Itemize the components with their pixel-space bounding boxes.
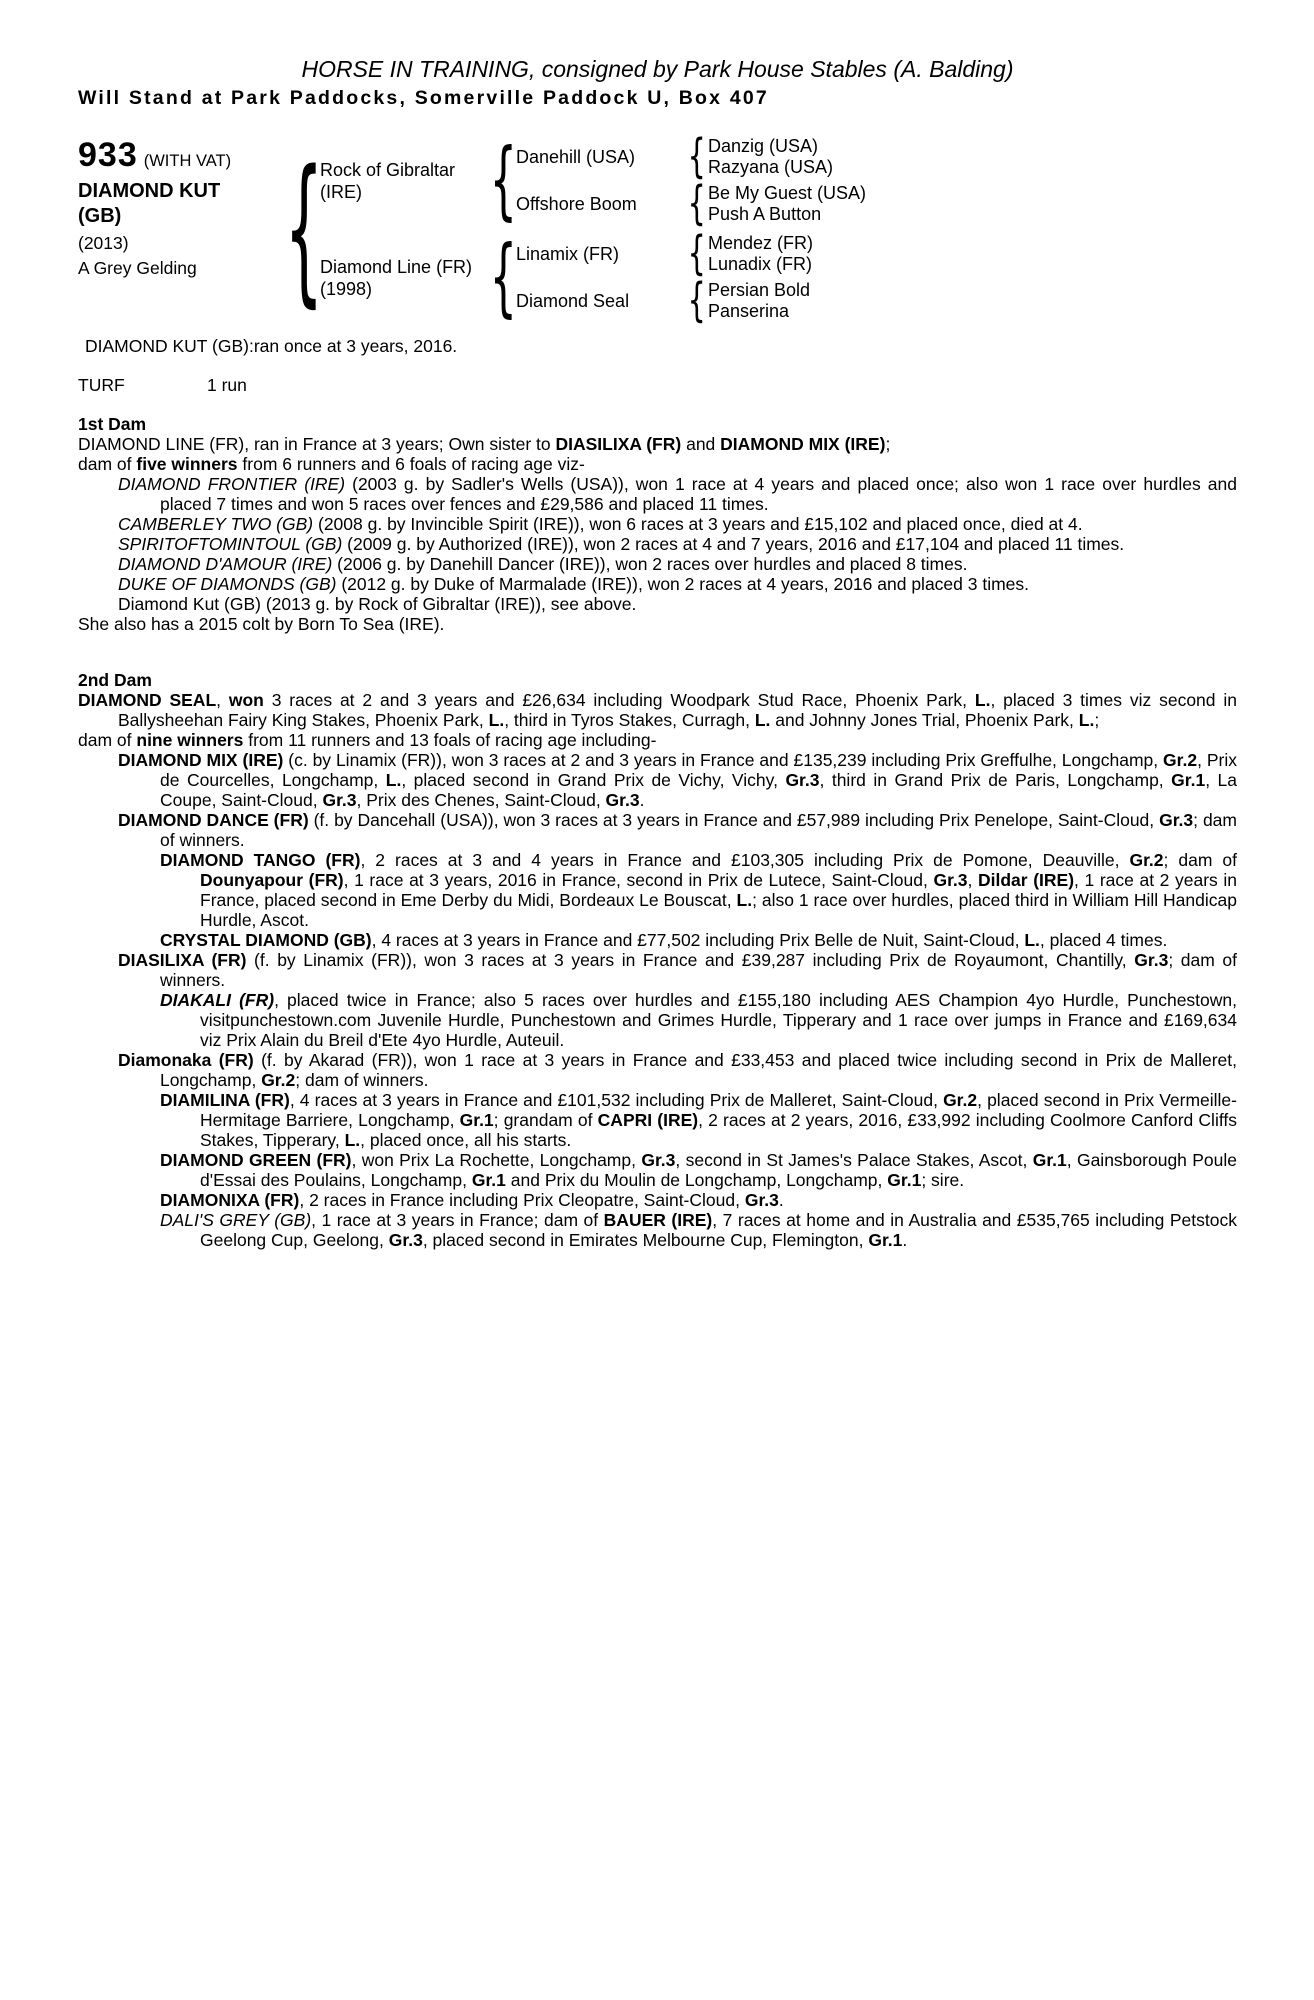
grandsire-entry bbox=[516, 226, 814, 281]
great-grandparent-name: Danzig (USA) bbox=[708, 136, 819, 156]
lot-number: 933 bbox=[78, 136, 138, 174]
produce-spiritoftomintoul: SPIRITOFTOMINTOUL (GB) (2009 g. by Authorized (IRE)), won 2 races at 4 and 7 years, 2016 and £17,104 and placed 11 times. bbox=[118, 534, 1125, 554]
produce-dalis-grey: DALI'S GREY (GB), 1 race at 3 years in France; dam of BAUER (IRE), 7 races at home and in Australia and £535,765 including Petstock Geelong Cup, Geelong, Gr.3, placed second in Emirates Melbourne Cup, Flemington, Gr.1. bbox=[160, 1210, 1237, 1250]
produce-diamond-frontier: DIAMOND FRONTIER (IRE) (2003 g. by Sadler's Wells (USA)), won 1 race at 4 years and placed once; also won 1 race over hurdles and placed 7 times and won 5 races over fences and £29,586 and placed 11 times. bbox=[118, 474, 1237, 514]
sire-name-line2: (IRE) bbox=[320, 181, 362, 202]
sire-branch bbox=[320, 129, 867, 231]
granddam-entry bbox=[516, 273, 813, 328]
produce-diakali: DIAKALI (FR), placed twice in France; also 5 races over hurdles and £155,180 including AES Champion 4yo Hurdle, Punchestown, visitpunchestown.com Juvenile Hurdle, Punchestown and Grimes Hurdle, Tipperary and 1 race over jumps in France and £169,634 viz Prix Alain du Breil d'Ete 4yo Hurdle, Auteuil. bbox=[160, 990, 1238, 1050]
vat-note: (WITH VAT) bbox=[143, 152, 232, 170]
great-grandparent-pair bbox=[708, 136, 833, 178]
great-grandparent-name: Persian Bold bbox=[708, 280, 811, 300]
ggp-brace bbox=[686, 129, 708, 184]
consignor-header: HORSE IN TRAINING, consigned by Park House Stables (A. Balding) bbox=[301, 56, 1014, 82]
produce-diamond-dance: DIAMOND DANCE (FR) (f. by Dancehall (USA)), won 3 races at 3 years in France and £57,989 including Prix Penelope, Saint-Cloud, Gr.3; dam of winners. bbox=[118, 810, 1237, 850]
great-grandparent-name: Razyana (USA) bbox=[708, 157, 834, 177]
second-dam-heading: 2nd Dam bbox=[78, 670, 152, 690]
dam2-race-record: DIAMOND SEAL, won 3 races at 2 and 3 years and £26,634 including Woodpark Stud Race, Phoenix Park, L., placed 3 times viz second in Ballysheehan Fairy King Stakes, Phoenix Park, L., third in Tyros Stakes, Curragh, L. and Johnny Jones Trial, Phoenix Park, L.; bbox=[78, 690, 1237, 730]
grandparent-name: Offshore Boom bbox=[516, 193, 637, 214]
stabling-header: Will Stand at Park Paddocks, Somerville Paddock U, Box 407 bbox=[78, 87, 769, 109]
dam-produce-summary: dam of five winners from 6 runners and 6 foals of racing age viz- bbox=[78, 454, 585, 474]
produce-camberley-two: CAMBERLEY TWO (GB) (2008 g. by Invincible Spirit (IRE)), won 6 races at 3 years and £15,102 and placed once, died at 4. bbox=[118, 514, 1083, 534]
pedigree-block bbox=[78, 129, 1237, 328]
sire-name bbox=[320, 159, 490, 203]
sire-grandparents bbox=[516, 129, 867, 231]
grandparent-name: Diamond Seal bbox=[516, 290, 630, 311]
great-grandparent-name: Lunadix (FR) bbox=[708, 254, 813, 274]
first-dam-heading: 1st Dam bbox=[78, 414, 147, 434]
ggp-brace bbox=[686, 226, 708, 281]
dam-name-line2: (1998) bbox=[320, 278, 373, 299]
sire-name-line1: Rock of Gibraltar bbox=[320, 159, 456, 180]
grandparent-name: Danehill (USA) bbox=[516, 146, 636, 167]
great-grandparent-name: Push A Button bbox=[708, 204, 822, 224]
ggp-brace bbox=[686, 176, 708, 231]
foaling-year: (2013) bbox=[78, 233, 129, 253]
produce-2015-colt: She also has a 2015 colt by Born To Sea (IRE). bbox=[78, 614, 445, 634]
horse-name: DIAMOND KUT bbox=[78, 180, 221, 202]
grandsire-entry bbox=[516, 129, 866, 184]
produce-diasilixa: DIASILIXA (FR) (f. by Linamix (FR)), won 3 races at 3 years in France and £39,287 including Prix de Royaumont, Chantilly, Gr.3; dam of winners. bbox=[118, 950, 1238, 990]
race-record-summary: DIAMOND KUT (GB):ran once at 3 years, 2016. bbox=[85, 336, 458, 356]
great-grandparent-pair bbox=[708, 183, 866, 225]
produce-crystal-diamond: CRYSTAL DIAMOND (GB), 4 races at 3 years in France and £77,502 including Prix Belle de Nuit, Saint-Cloud, L., placed 4 times. bbox=[160, 930, 1168, 950]
lot-number-row bbox=[78, 136, 288, 175]
first-dam-section bbox=[78, 414, 1237, 634]
brace-glyph: { bbox=[489, 226, 517, 327]
great-grandparent-pair bbox=[708, 233, 813, 275]
produce-diamond-tango: DIAMOND TANGO (FR), 2 races at 3 and 4 years in France and £103,305 including Prix de Pomone, Deauville, Gr.2; dam of Dounyapour (FR), 1 race at 3 years, 2016 in France, second in Prix de Lutece, Saint-Cloud, Gr.3, Dildar (IRE), 1 race at 2 years in France, placed second in Eme Derby du Midi, Bordeaux Le Bouscat, L.; also 1 race over hurdles, placed third in William Hill Handicap Hurdle, Ascot. bbox=[160, 850, 1237, 930]
produce-diamond-kut: Diamond Kut (GB) (2013 g. by Rock of Gibraltar (IRE)), see above. bbox=[118, 594, 637, 614]
brace-glyph: { bbox=[687, 226, 707, 281]
brace-glyph: { bbox=[687, 176, 707, 231]
produce-diamond-green: DIAMOND GREEN (FR), won Prix La Rochette, Longchamp, Gr.3, second in St James's Palace Stakes, Ascot, Gr.1, Gainsborough Poule d'Essai des Poulains, Longchamp, Gr.1 and Prix du Moulin de Longchamp, Longchamp, Gr.1; sire. bbox=[160, 1150, 1237, 1190]
great-grandparent-name: Mendez (FR) bbox=[708, 233, 814, 253]
brace-glyph: { bbox=[687, 273, 707, 328]
horse-description: A Grey Gelding bbox=[78, 258, 197, 278]
produce-diamonixa: DIAMONIXA (FR), 2 races in France including Prix Cleopatre, Saint-Cloud, Gr.3. bbox=[160, 1190, 784, 1210]
great-grandparent-name: Be My Guest (USA) bbox=[708, 183, 867, 203]
horse-name-suffix: (GB) bbox=[78, 205, 122, 227]
produce-diamilina: DIAMILINA (FR), 4 races at 3 years in France and £101,532 including Prix de Malleret, Saint-Cloud, Gr.2, placed second in Prix Vermeille-Hermitage Barriere, Longchamp, Gr.1; grandam of CAPRI (IRE), 2 races at 2 years, 2016, £33,992 including Coolmore Canford Cliffs Stakes, Tipperary, L., placed once, all his starts. bbox=[160, 1090, 1237, 1150]
grandparent-name: Linamix (FR) bbox=[516, 243, 620, 264]
produce-diamond-damour: DIAMOND D'AMOUR (IRE) (2006 g. by Danehill Dancer (IRE)), won 2 races over hurdles and placed 8 times. bbox=[118, 554, 968, 574]
brace-glyph: { bbox=[687, 129, 707, 184]
sire-brace bbox=[489, 129, 517, 230]
pedigree-main-brace bbox=[284, 135, 324, 322]
brace-glyph: { bbox=[489, 129, 517, 230]
produce-diamonaka: Diamonaka (FR) (f. by Akarad (FR)), won 1 race at 3 years in France and £33,453 and placed twice including second in Prix de Malleret, Longchamp, Gr.2; dam of winners. bbox=[118, 1050, 1238, 1090]
dam-name-line1: Diamond Line (FR) bbox=[320, 256, 473, 277]
race-record-surface-row bbox=[78, 375, 1237, 395]
dam2-produce-summary: dam of nine winners from 11 runners and 13 foals of racing age including- bbox=[78, 730, 657, 750]
great-grandparent-name: Panserina bbox=[708, 301, 790, 321]
lot-info bbox=[78, 136, 288, 322]
produce-duke-of-diamonds: DUKE OF DIAMONDS (GB) (2012 g. by Duke of Marmalade (IRE)), won 2 races at 4 years, 2016 and placed 3 times. bbox=[118, 574, 1030, 594]
dam-race-record: DIAMOND LINE (FR), ran in France at 3 years; Own sister to DIASILIXA (FR) and DIAMOND MIX (IRE); bbox=[78, 434, 891, 454]
dam-grandparents bbox=[516, 226, 814, 328]
ggp-brace bbox=[686, 273, 708, 328]
great-grandparent-pair bbox=[708, 280, 810, 322]
second-dam-section bbox=[78, 670, 1237, 1250]
dam-branch bbox=[320, 226, 866, 328]
dam-brace bbox=[489, 226, 517, 327]
pedigree-tree bbox=[320, 129, 867, 328]
granddam-entry bbox=[516, 176, 867, 231]
produce-diamond-mix: DIAMOND MIX (IRE) (c. by Linamix (FR)), won 3 races at 2 and 3 years in France and £135,239 including Prix Greffulhe, Longchamp, Gr.2, Prix de Courcelles, Longchamp, L., placed second in Grand Prix de Vichy, Vichy, Gr.3, third in Grand Prix de Paris, Longchamp, Gr.1, La Coupe, Saint-Cloud, Gr.3, Prix des Chenes, Saint-Cloud, Gr.3. bbox=[118, 750, 1238, 810]
surface-runs: 1 run bbox=[207, 375, 247, 395]
dam-name bbox=[320, 256, 490, 300]
surface-label: TURF bbox=[78, 375, 125, 395]
brace-glyph: { bbox=[284, 135, 324, 322]
